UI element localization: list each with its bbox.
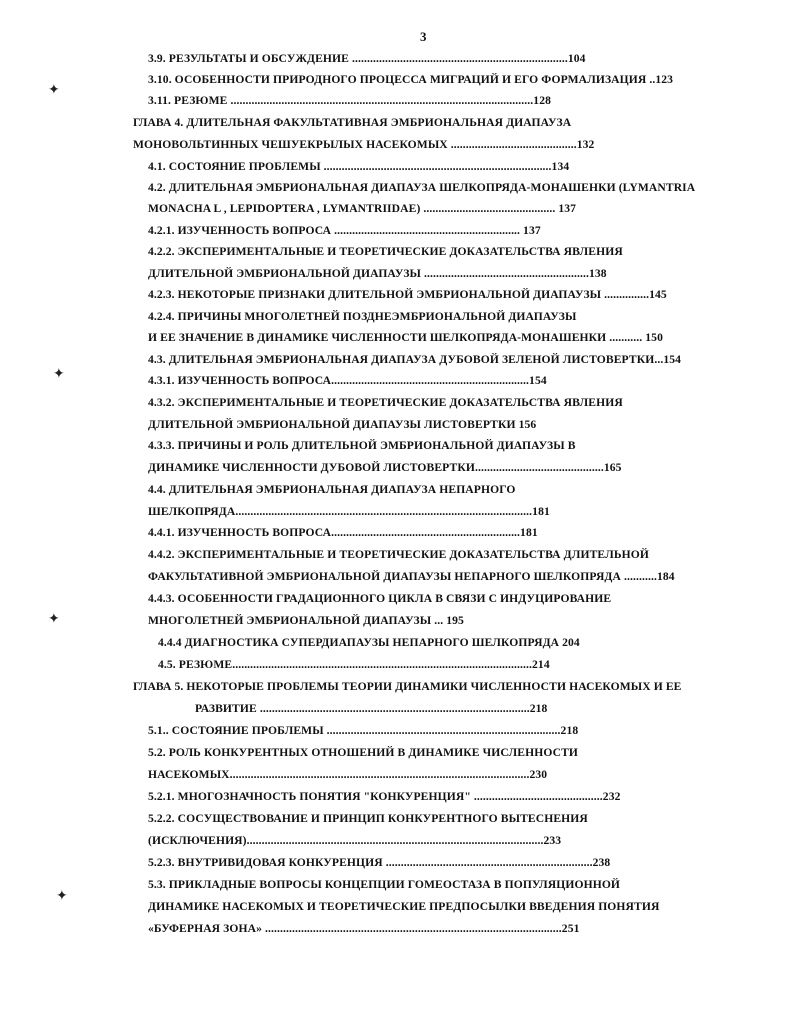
toc-line: 4.3.1. ИЗУЧЕННОСТЬ ВОПРОСА..................................................................154 bbox=[148, 374, 547, 387]
toc-line: 4.3. ДЛИТЕЛЬНАЯ ЭМБРИОНАЛЬНАЯ ДИАПАУЗА ДУБОВОЙ ЗЕЛЕНОЙ ЛИСТОВЕРТКИ...154 bbox=[148, 353, 682, 366]
toc-line: И ЕЕ ЗНАЧЕНИЕ В ДИНАМИКЕ ЧИСЛЕННОСТИ ШЕЛКОПРЯДА-МОНАШЕНКИ ........... 150 bbox=[148, 331, 663, 344]
toc-line: 5.1.. СОСТОЯНИЕ ПРОБЛЕМЫ ..............................................................................218 bbox=[148, 724, 579, 737]
scan-mark: ✦ bbox=[48, 612, 60, 627]
toc-line: 5.3. ПРИКЛАДНЫЕ ВОПРОСЫ КОНЦЕПЦИИ ГОМЕОСТАЗА В ПОПУЛЯЦИОННОЙ bbox=[148, 878, 621, 891]
toc-line: 4.2.1. ИЗУЧЕННОСТЬ ВОПРОСА .............................................................. 137 bbox=[148, 224, 541, 237]
toc-line: 4.2.2. ЭКСПЕРИМЕНТАЛЬНЫЕ И ТЕОРЕТИЧЕСКИЕ ДОКАЗАТЕЛЬСТВА ЯВЛЕНИЯ bbox=[148, 245, 623, 258]
toc-line: 4.1. СОСТОЯНИЕ ПРОБЛЕМЫ ............................................................................134 bbox=[148, 160, 570, 173]
toc-line: 3.9. РЕЗУЛЬТАТЫ И ОБСУЖДЕНИЕ ........................................................................104 bbox=[148, 52, 586, 65]
toc-line: 4.4.4 ДИАГНОСТИКА СУПЕРДИАПАУЗЫ НЕПАРНОГО ШЕЛКОПРЯДА 204 bbox=[158, 636, 580, 649]
toc-line: 4.2.3. НЕКОТОРЫЕ ПРИЗНАКИ ДЛИТЕЛЬНОЙ ЭМБРИОНАЛЬНОЙ ДИАПАУЗЫ ...............145 bbox=[148, 288, 667, 301]
toc-line: 5.2.2. СОСУЩЕСТВОВАНИЕ И ПРИНЦИП КОНКУРЕНТНОГО ВЫТЕСНЕНИЯ bbox=[148, 812, 588, 825]
scan-mark: ✦ bbox=[53, 367, 65, 382]
toc-line: 4.4. ДЛИТЕЛЬНАЯ ЭМБРИОНАЛЬНАЯ ДИАПАУЗА НЕПАРНОГО bbox=[148, 483, 516, 496]
toc-line: 3.11. РЕЗЮМЕ .....................................................................................................128 bbox=[148, 94, 551, 107]
toc-line: 4.3.3. ПРИЧИНЫ И РОЛЬ ДЛИТЕЛЬНОЙ ЭМБРИОНАЛЬНОЙ ДИАПАУЗЫ В bbox=[148, 439, 576, 452]
toc-line: ДЛИТЕЛЬНОЙ ЭМБРИОНАЛЬНОЙ ДИАПАУЗЫ .......................................................138 bbox=[148, 267, 607, 280]
toc-line: (ИСКЛЮЧЕНИЯ)...................................................................................................233 bbox=[148, 834, 562, 847]
toc-line: НАСЕКОМЫХ....................................................................................................230 bbox=[148, 768, 548, 781]
toc-line: 3.10. ОСОБЕННОСТИ ПРИРОДНОГО ПРОЦЕССА МИГРАЦИЙ И ЕГО ФОРМАЛИЗАЦИЯ ..123 bbox=[148, 73, 674, 86]
toc-line: РАЗВИТИЕ ..........................................................................................218 bbox=[195, 702, 548, 715]
toc-line: ДЛИТЕЛЬНОЙ ЭМБРИОНАЛЬНОЙ ДИАПАУЗЫ ЛИСТОВЕРТКИ 156 bbox=[148, 418, 537, 431]
toc-line: ШЕЛКОПРЯДА...................................................................................................181 bbox=[148, 505, 550, 518]
toc-line: «БУФЕРНАЯ ЗОНА» ...................................................................................................251 bbox=[148, 922, 580, 935]
table-of-contents bbox=[0, 52, 799, 952]
toc-line: MONACHA L , LEPIDOPTERA , LYMANTRIIDAE) ............................................ 137 bbox=[148, 202, 577, 215]
toc-line: 5.2.1. МНОГОЗНАЧНОСТЬ ПОНЯТИЯ "КОНКУРЕНЦИЯ" ...........................................232 bbox=[148, 790, 621, 803]
toc-line: ГЛАВА 5. НЕКОТОРЫЕ ПРОБЛЕМЫ ТЕОРИИ ДИНАМИКИ ЧИСЛЕННОСТИ НАСЕКОМЫХ И ЕЕ bbox=[133, 680, 682, 693]
scan-mark: ✦ bbox=[56, 889, 68, 904]
toc-line: ДИНАМИКЕ НАСЕКОМЫХ И ТЕОРЕТИЧЕСКИЕ ПРЕДПОСЫЛКИ ВВЕДЕНИЯ ПОНЯТИЯ bbox=[148, 900, 660, 913]
toc-line: 4.5. РЕЗЮМЕ....................................................................................................214 bbox=[158, 658, 550, 671]
toc-line: ДИНАМИКЕ ЧИСЛЕННОСТИ ДУБОВОЙ ЛИСТОВЕРТКИ...........................................165 bbox=[148, 461, 622, 474]
toc-line: 4.3.2. ЭКСПЕРИМЕНТАЛЬНЫЕ И ТЕОРЕТИЧЕСКИЕ ДОКАЗАТЕЛЬСТВА ЯВЛЕНИЯ bbox=[148, 396, 623, 409]
toc-line: 4.4.2. ЭКСПЕРИМЕНТАЛЬНЫЕ И ТЕОРЕТИЧЕСКИЕ ДОКАЗАТЕЛЬСТВА ДЛИТЕЛЬНОЙ bbox=[148, 548, 649, 561]
toc-line: 5.2. РОЛЬ КОНКУРЕНТНЫХ ОТНОШЕНИЙ В ДИНАМИКЕ ЧИСЛЕННОСТИ bbox=[148, 746, 579, 759]
page-number: 3 bbox=[420, 29, 427, 44]
toc-line: МНОГОЛЕТНЕЙ ЭМБРИОНАЛЬНОЙ ДИАПАУЗЫ ... 195 bbox=[148, 614, 464, 627]
scan-mark: ✦ bbox=[48, 83, 60, 98]
toc-line: 4.4.3. ОСОБЕННОСТИ ГРАДАЦИОННОГО ЦИКЛА В СВЯЗИ С ИНДУЦИРОВАНИЕ bbox=[148, 592, 612, 605]
toc-line: ФАКУЛЬТАТИВНОЙ ЭМБРИОНАЛЬНОЙ ДИАПАУЗЫ НЕПАРНОГО ШЕЛКОПРЯДА ...........184 bbox=[148, 570, 675, 583]
toc-line: МОНОВОЛЬТИННЫХ ЧЕШУЕКРЫЛЫХ НАСЕКОМЫХ ..........................................132 bbox=[133, 138, 595, 151]
toc-line: 5.2.3. ВНУТРИВИДОВАЯ КОНКУРЕНЦИЯ .....................................................................238 bbox=[148, 856, 611, 869]
toc-line: ГЛАВА 4. ДЛИТЕЛЬНАЯ ФАКУЛЬТАТИВНАЯ ЭМБРИОНАЛЬНАЯ ДИАПАУЗА bbox=[133, 116, 572, 129]
toc-line: 4.4.1. ИЗУЧЕННОСТЬ ВОПРОСА...............................................................181 bbox=[148, 526, 538, 539]
toc-line: 4.2.4. ПРИЧИНЫ МНОГОЛЕТНЕЙ ПОЗДНЕЭМБРИОНАЛЬНОЙ ДИАПАУЗЫ bbox=[148, 310, 577, 323]
toc-line: 4.2. ДЛИТЕЛЬНАЯ ЭМБРИОНАЛЬНАЯ ДИАПАУЗА ШЕЛКОПРЯДА-МОНАШЕНКИ (LYMANTRIA bbox=[148, 181, 696, 194]
